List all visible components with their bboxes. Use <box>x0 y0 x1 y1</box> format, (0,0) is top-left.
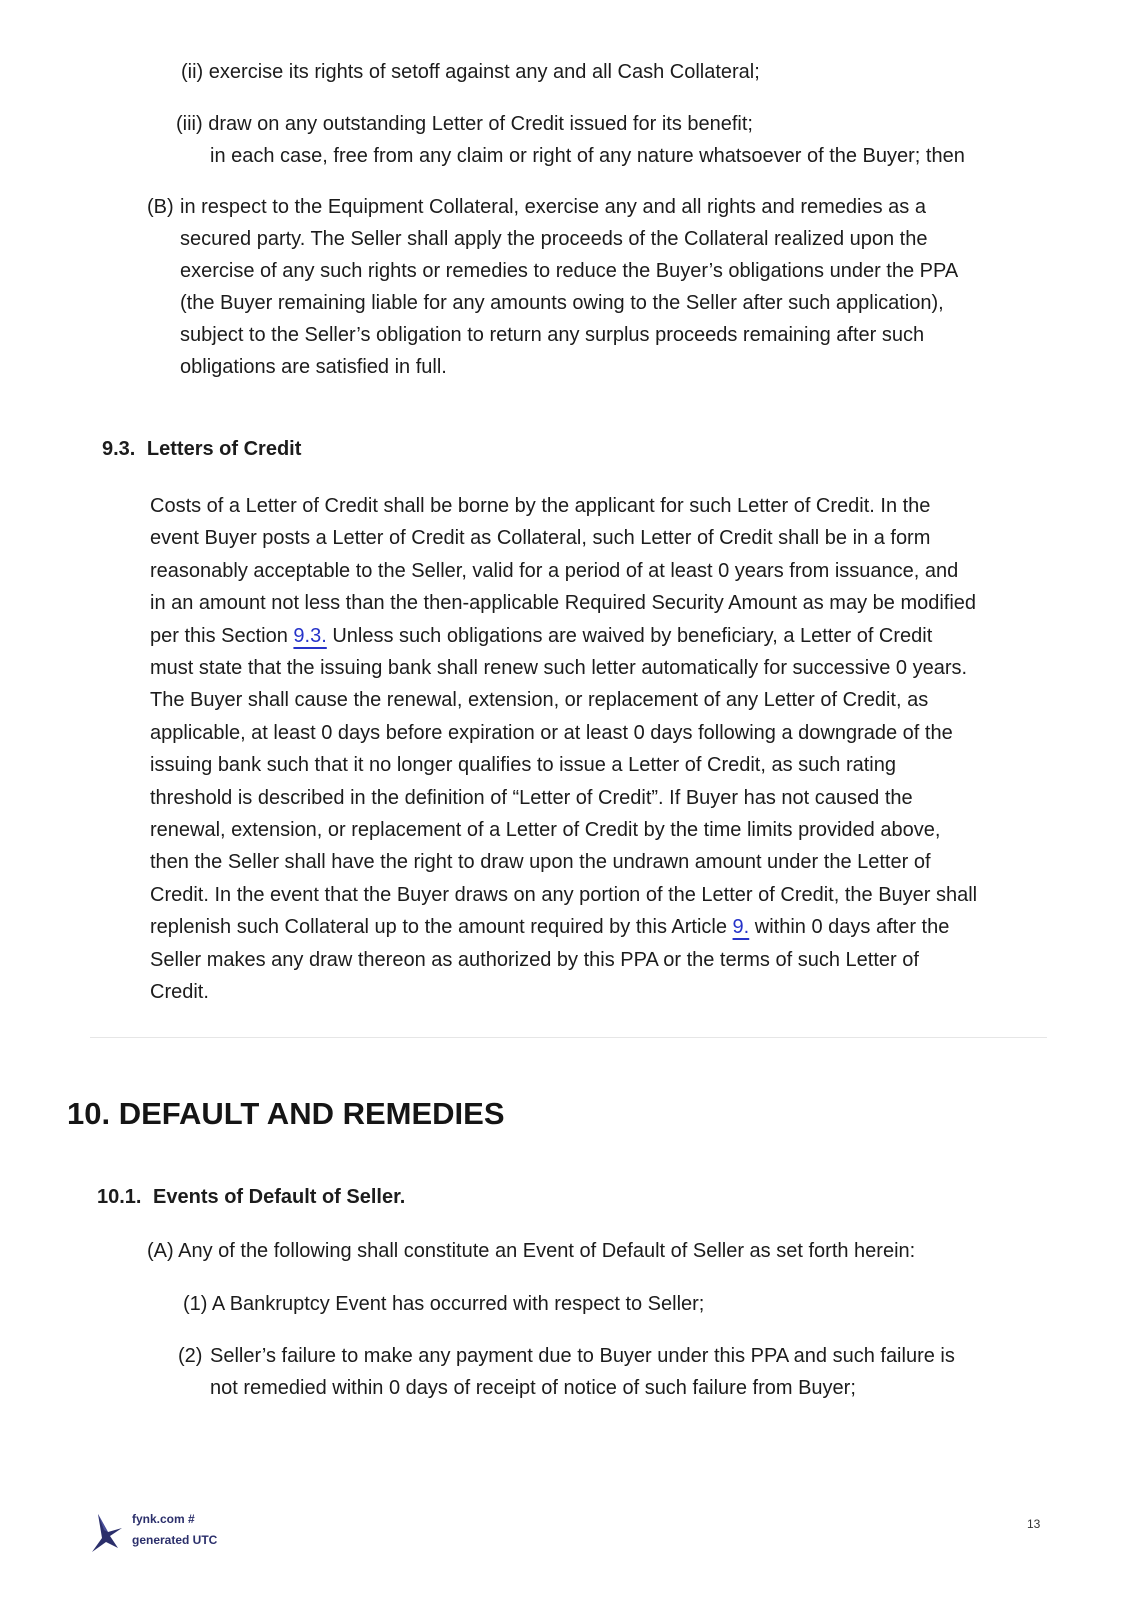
item-1: (1) A Bankruptcy Event has occurred with respect to Seller; <box>183 1293 705 1315</box>
clause-iii-continuation: in each case, free from any claim or right of any nature whatsoever of the Buyer; then <box>210 145 965 167</box>
section-9-3-heading <box>102 433 301 465</box>
section-9-3-title: Letters of Credit <box>146 438 302 460</box>
article-9-crossref-link[interactable]: 9. <box>732 916 750 939</box>
section-9-3-paragraph: Costs of a Letter of Credit shall be borne by the applicant for such Letter of Credit. In the event Buyer posts a Letter of Credit as Collateral, such Letter of Credit shall be in a form reasonably acceptable to the Seller, valid for a period of at least 0 years from issuance, and in an amount not less than the then-applicable Required Security Amount as may be modified per this Section 9.3. Unless such obligations are waived by beneficiary, a Letter of Credit must state that the issuing bank shall renew such letter automatically for successive 0 years. The Buyer shall cause the renewal, extension, or replacement of any Letter of Credit, as applicable, at least 0 days before expiration or at least 0 days following a downgrade of the issuing bank such that it no longer qualifies to issue a Letter of Credit, as such rating threshold is described in the definition of “Letter of Credit”. If Buyer has not caused the renewal, extension, or replacement of a Letter of Credit by the time limits provided above, then the Seller shall have the right to draw upon the undrawn amount under the Letter of Credit. In the event that the Buyer draws on any portion of the Letter of Credit, the Buyer shall replenish such Collateral up to the amount required by this Article 9. within 0 days after the Seller makes any draw thereon as authorized by this PPA or the terms of such Letter of Credit. <box>150 495 978 1004</box>
clause-iii: (iii) draw on any outstanding Letter of Credit issued for its benefit; <box>176 113 753 135</box>
page-number: 13 <box>1027 1517 1041 1531</box>
item-2-body: Seller’s failure to make any payment due to Buyer under this PPA and such failure is not remedied within 0 days of receipt of notice of such failure from Buyer; <box>210 1345 955 1399</box>
section-10-1-heading <box>97 1181 405 1213</box>
clause-b-body: in respect to the Equipment Collateral, exercise any and all rights and remedies as a secured party. The Seller shall apply the proceeds of the Collateral realized upon the exercise of any such rights or remedies to reduce the Buyer’s obligations under the PPA (the Buyer remaining liable for any amounts owing to the Seller after such application), subject to the Seller’s obligation to return any surplus proceeds remaining after such obligations are satisfied in full. <box>180 196 959 378</box>
fynk-bird-logo-icon <box>88 1508 126 1556</box>
article-10-heading: 10. DEFAULT AND REMEDIES <box>67 1096 505 1131</box>
item-2-marker: (2) <box>178 1345 203 1367</box>
footer-generated: generated UTC <box>132 1533 218 1547</box>
section-divider <box>90 1037 1047 1038</box>
section-9-3-number: 9.3. <box>102 438 136 460</box>
footer-site: fynk.com # <box>132 1512 195 1526</box>
clause-b-marker: (B) <box>147 196 174 218</box>
section-10-1-title: Events of Default of Seller. <box>153 1186 406 1208</box>
section-10-1-number: 10.1. <box>97 1186 142 1208</box>
clause-ii: (ii) exercise its rights of setoff against any and all Cash Collateral; <box>181 61 760 83</box>
footer-meta <box>132 1509 217 1551</box>
section-9-3-crossref-link[interactable]: 9.3. <box>293 624 327 647</box>
clause-a: (A) Any of the following shall constitute an Event of Default of Seller as set forth herein: <box>147 1240 916 1262</box>
